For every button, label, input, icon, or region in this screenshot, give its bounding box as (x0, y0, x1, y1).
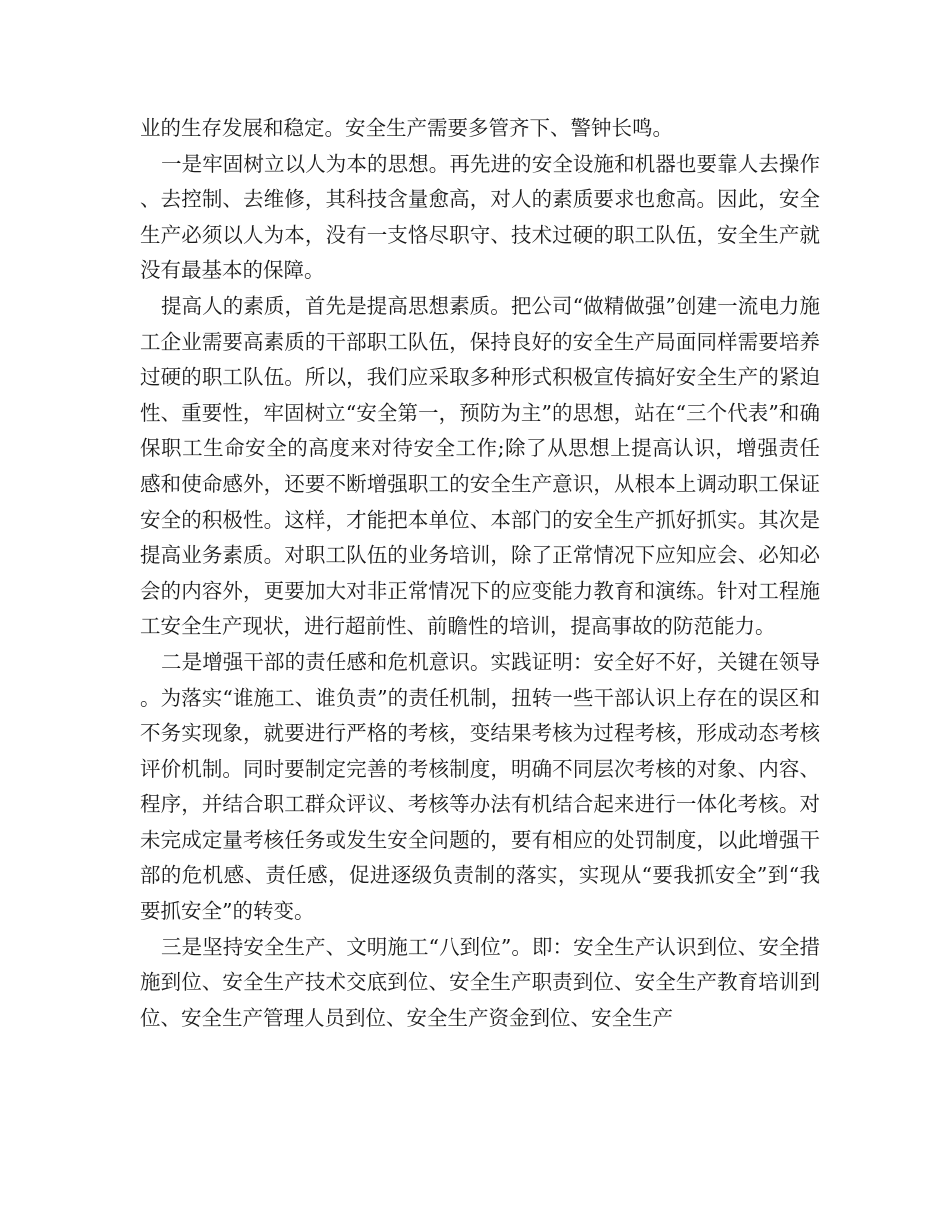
document-body (140, 111, 820, 1036)
paragraph-cadre-responsibility: 二是增强干部的责任感和危机意识。实践证明：安全好不好，关键在领导。为落实“谁施工、谁负责”的责任机制，扭转一些干部认识上存在的误区和不务实现象，就要进行严格的考核，变结果考核为过程考核，形成动态考核评价机制。同时要制定完善的考核制度，明确不同层次考核的对象、内容、程序，并结合职工群众评议、考核等办法有机结合起来进行一体化考核。对未完成定量考核任务或发生安全问题的，要有相应的处罚制度，以此增强干部的危机感、责任感，促进逐级负责制的落实，实现从“要我抓安全”到“我要抓安全”的转变。 (140, 649, 820, 924)
paragraph-people-oriented: 一是牢固树立以人为本的思想。再先进的安全设施和机器也要靠人去操作、去控制、去维修，其科技含量愈高，对人的素质要求也愈高。因此，安全生产必须以人为本，没有一支恪尽职守、技术过硬的职工队伍，安全生产就没有最基本的保障。 (140, 151, 820, 283)
paragraph-quality-improvement: 提高人的素质，首先是提高思想素质。把公司“做精做强”创建一流电力施工企业需要高素质的干部职工队伍，保持良好的安全生产局面同样需要培养过硬的职工队伍。所以，我们应采取多种形式积极宣传搞好安全生产的紧迫性、重要性，牢固树立“安全第一，预防为主”的思想，站在“三个代表”和确保职工生命安全的高度来对待安全工作;除了从思想上提高认识，增强责任感和使命感外，还要不断增强职工的安全生产意识，从根本上调动职工保证安全的积极性。这样，才能把本单位、本部门的安全生产抓好抓实。其次是提高业务素质。对职工队伍的业务培训，除了正常情况下应知应会、必知必会的内容外，更要加大对非正常情况下的应变能力教育和演练。针对工程施工安全生产现状，进行超前性、前瞻性的培训，提高事故的防范能力。 (140, 293, 820, 639)
paragraph-continuation: 业的生存发展和稳定。安全生产需要多管齐下、警钟长鸣。 (140, 116, 673, 140)
paragraph-eight-in-place: 三是坚持安全生产、文明施工“八到位”。即：安全生产认识到位、安全措施到位、安全生产技术交底到位、安全生产职责到位、安全生产教育培训到位、安全生产管理人员到位、安全生产资金到位、安全生产 (140, 934, 820, 1030)
